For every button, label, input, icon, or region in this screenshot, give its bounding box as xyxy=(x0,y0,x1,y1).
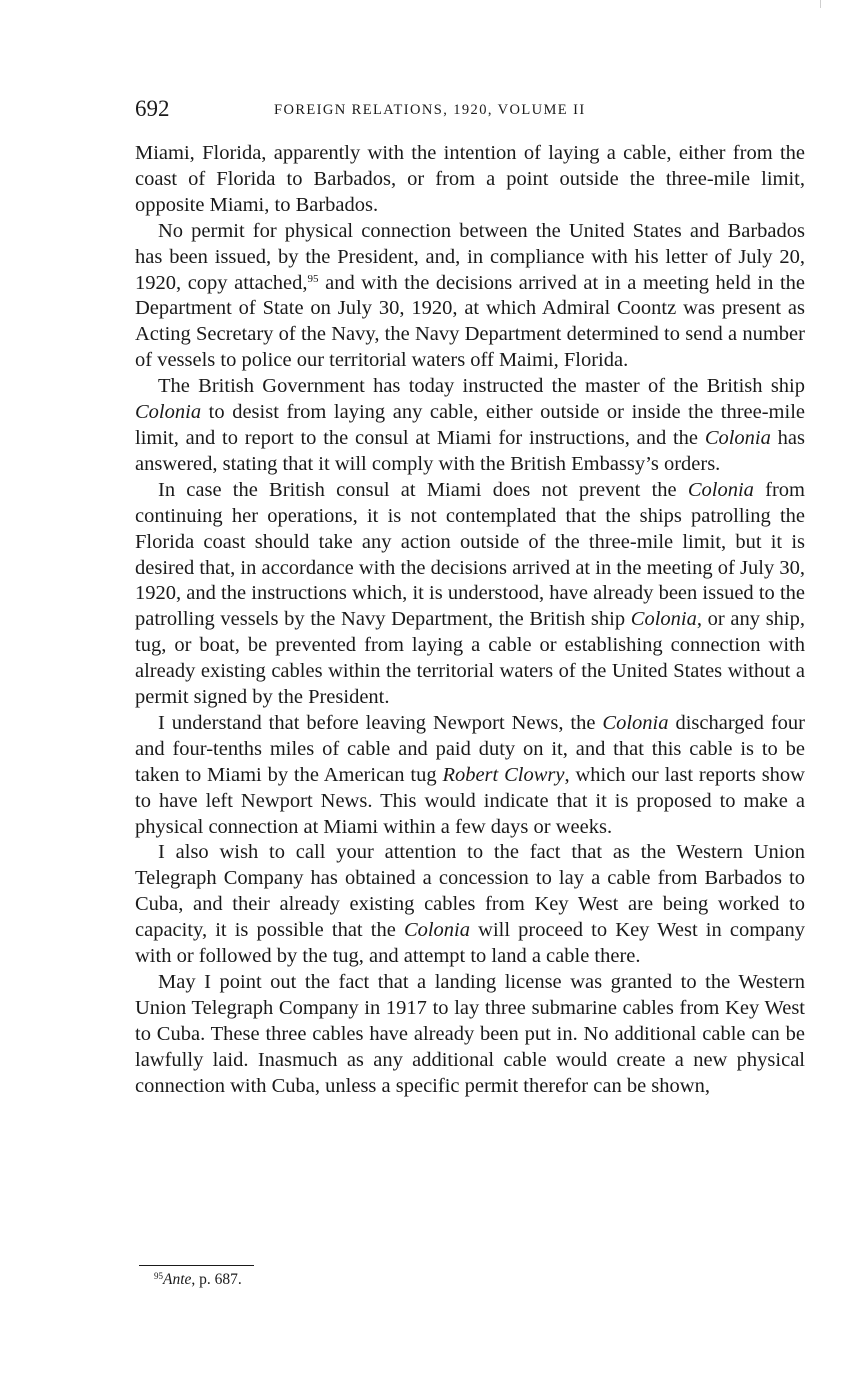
ship-name: Colonia xyxy=(602,711,669,734)
scan-edge-mark xyxy=(820,0,821,8)
paragraph-5 xyxy=(135,711,805,841)
paragraph-7-text: May I point out the fact that a landing license was granted to the Western Union Telegraph Company in 1917 to lay three submarine cables from Key West to Cuba. These three cables have already been put in. No additional cable can be lawfully laid. Inasmuch as any additional cable would create a new physical connection with Cuba, unless a specific permit therefor can be shown, xyxy=(135,971,805,1097)
paragraph-2-text-b: and with the decisions arrived at in a meeting held in the Department of State on July 30, 1920, at which Admiral Coontz was present as Acting Secretary of the Navy, the Navy Department determined to send a number of vessels to police our territorial waters off Maimi, Florida. xyxy=(135,271,805,372)
paragraph-3-text-b: to desist from laying any cable, either outside or inside the three-mile limit, and to report to the consul at Miami for instructions, and the xyxy=(135,401,805,449)
footnote-text: , p. 687. xyxy=(191,1271,242,1288)
paragraph-6-text-a: I also wish to call your attention to the fact that as the Western Union Telegraph Company has obtained a concession to lay a cable from Barbados to Cuba, and their already existing cables from Key West are being worked to capacity, it is possible that the xyxy=(135,841,805,942)
ship-name: Colonia xyxy=(135,401,202,424)
ship-name: Colonia xyxy=(403,919,471,942)
paragraph-4 xyxy=(135,478,805,711)
paragraph-4-text-c: , or any ship, tug, or boat, be prevented from laying a cable or establishing connection with already existing cables within the territorial waters of the United States without a permit signed by the President. xyxy=(135,608,805,709)
ship-name: Colonia xyxy=(630,608,697,631)
paragraph-3-text-c: has answered, stating that it will comply with the British Embassy’s orders. xyxy=(135,426,805,475)
paragraph-6 xyxy=(135,840,805,970)
page-header xyxy=(135,96,805,126)
paragraph-6-text-b: will proceed to Key West in company with or followed by the tug, and attempt to land a cable there. xyxy=(135,919,806,968)
body-text xyxy=(135,141,805,1100)
paragraph-5-text-a: I understand that before leaving Newport News, the xyxy=(158,711,603,734)
footnote-divider xyxy=(139,1265,254,1266)
paragraph-4-text-b: from continuing her operations, it is not contemplated that the ships patrolling the Florida coast should take any action outside of the three-mile limit, but it is desired that, in accordance with the decisions arrived at in the meeting of July 30, 1920, and the instructions which, it is understood, have already been issued to the patrolling vessels by the Navy Department, the British ship xyxy=(135,478,805,631)
running-head: FOREIGN RELATIONS, 1920, VOLUME II xyxy=(274,102,586,118)
paragraph-5-text-b: discharged four and four-tenths miles of cable and paid duty on it, and that this cable is to be taken to Miami by the American tug xyxy=(135,711,805,786)
footnote xyxy=(154,1271,242,1289)
paragraph-1 xyxy=(135,141,805,219)
paragraph-1-text: Miami, Florida, apparently with the intention of laying a cable, either from the coast of Florida to Barbados, or from a point outside the three-mile limit, opposite Miami, to Barbados. xyxy=(135,142,805,216)
ship-name: Colonia xyxy=(687,478,754,501)
footnote-label: Ante xyxy=(163,1271,192,1288)
paragraph-3-text-a: The British Government has today instructed the master of the British ship xyxy=(158,375,805,398)
paragraph-5-text-c: , which our last reports show to have left Newport News. This would indicate that it is proposed to make a physical connection at Miami within a few days or weeks. xyxy=(135,763,805,838)
paragraph-7 xyxy=(135,970,805,1100)
ship-name: Colonia xyxy=(704,426,771,449)
paragraph-2 xyxy=(135,219,805,374)
tug-name: Robert Clowry xyxy=(442,763,565,786)
footnote-reference: 95 xyxy=(307,272,319,285)
paragraph-2-text-a: No permit for physical connection between the United States and Barbados has been issued, by the President, and, in compliance with his letter of July 20, 1920, copy attached, xyxy=(135,219,805,294)
paragraph-3 xyxy=(135,374,805,478)
footnote-number: 95 xyxy=(154,1271,163,1281)
paragraph-4-text-a: In case the British consul at Miami does not prevent the xyxy=(158,478,688,501)
page-number: 692 xyxy=(135,96,170,121)
